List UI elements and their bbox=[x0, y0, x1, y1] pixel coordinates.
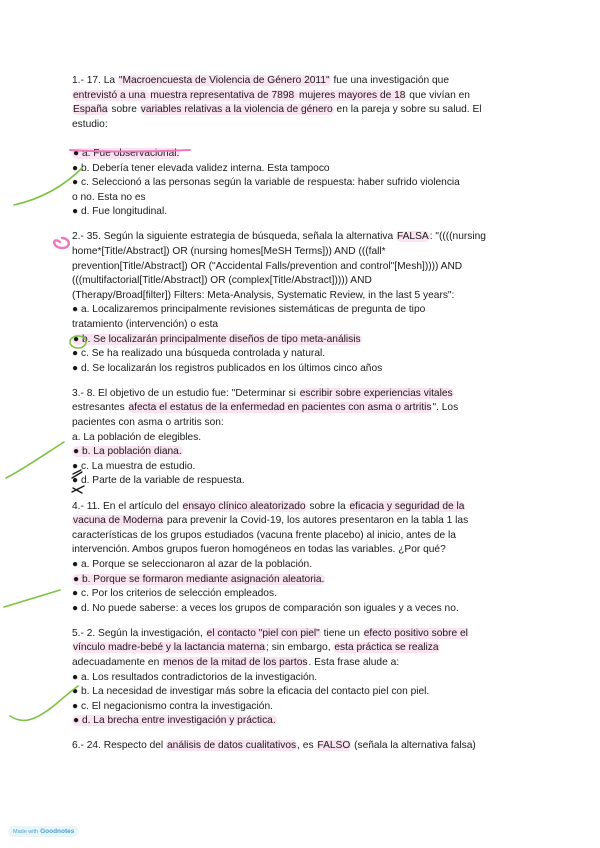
option-a bbox=[72, 431, 532, 446]
option-c bbox=[72, 460, 532, 475]
text-segment: , es bbox=[297, 740, 317, 752]
option-a bbox=[72, 147, 532, 162]
text-segment: 4.- 11. En el artículo del bbox=[72, 500, 182, 512]
option-b bbox=[72, 445, 532, 460]
option-d bbox=[72, 602, 532, 617]
highlighted-text: ● b. Se localizarán principalmente diseños de tipo meta-análisis bbox=[73, 333, 361, 345]
highlighted-text: ● a. Fue observacional. bbox=[73, 147, 180, 159]
text-line bbox=[72, 656, 532, 671]
text-segment: 3.- 8. El objetivo de un estudio fue: "Determinar si bbox=[72, 387, 299, 399]
swirl-mark-q2 bbox=[54, 238, 69, 248]
highlighted-text: ● b. Porque se formaron mediante asignación aleatoria. bbox=[73, 573, 325, 585]
text-line bbox=[72, 627, 532, 642]
highlighted-text: afecta el estatus de la enfermedad en pacientes con asma o artritis bbox=[128, 402, 432, 414]
text-line bbox=[72, 118, 532, 133]
text-segment: o no. Esta no es bbox=[72, 191, 146, 203]
highlighted-text: esta práctica se realiza bbox=[334, 642, 439, 654]
text-segment: intervención. Ambos grupos fueron homogéneos en todas las variables. ¿Por qué? bbox=[72, 544, 446, 556]
question-4 bbox=[72, 500, 532, 617]
text-segment: ● c. La muestra de estudio. bbox=[72, 460, 196, 472]
text-segment: sobre la bbox=[306, 500, 349, 512]
made-with-text: Made with bbox=[13, 829, 39, 835]
text-line bbox=[72, 500, 532, 515]
text-segment: que vivían en bbox=[406, 89, 470, 101]
text-segment: ". Los bbox=[432, 402, 459, 414]
option-c bbox=[72, 587, 532, 602]
option-d bbox=[72, 205, 532, 220]
text-segment: 6.- 24. Respecto del bbox=[72, 740, 167, 752]
option-a bbox=[72, 303, 532, 318]
highlighted-text: vacuna de Moderna bbox=[73, 515, 164, 527]
text-segment: ● c. Seleccionó a las personas según la variable de respuesta: haber sufrido violencia bbox=[72, 177, 460, 189]
text-segment: (Therapy/Broad[filter]) Filters: Meta-Analysis, Systematic Review, in the last 5 years": bbox=[72, 289, 455, 301]
text-line bbox=[72, 401, 532, 416]
text-segment: ● b. La necesidad de investigar más sobre la eficacia del contacto piel con piel. bbox=[72, 686, 430, 698]
highlighted-text: entrevistó a una bbox=[73, 89, 149, 101]
highlighted-text: España bbox=[73, 104, 108, 116]
text-segment: (((multifactorial[Title/Abstract]) OR (complex[Title/Abstract])))) AND bbox=[72, 275, 372, 287]
text-segment: ● d. Se localizarán los registros publicados en los últimos cinco años bbox=[72, 362, 383, 374]
text-segment: (señala la alternativa falsa) bbox=[351, 740, 476, 752]
text-segment: fue una investigación que bbox=[330, 75, 449, 86]
highlighted-text: escribir sobre experiencias vitales bbox=[299, 387, 453, 399]
text-segment: ● d. Fue longitudinal. bbox=[72, 206, 168, 218]
text-line bbox=[72, 260, 532, 275]
text-segment: en la pareja y sobre su salud. El bbox=[333, 104, 482, 116]
checkmark-q3 bbox=[6, 442, 64, 478]
text-segment: para prevenir la Covid-19, los autores presentaron en la tabla 1 las bbox=[164, 515, 469, 527]
text-segment: ; sin embargo, bbox=[265, 642, 334, 654]
text-line bbox=[72, 529, 532, 544]
text-line bbox=[72, 318, 532, 333]
question-6 bbox=[72, 739, 532, 754]
text-segment: sobre bbox=[108, 104, 140, 116]
text-segment: ● d. No puede saberse: a veces los grupos de comparación son iguales y a veces no. bbox=[72, 602, 459, 614]
text-line bbox=[72, 416, 532, 431]
text-segment: 2.- 35. Según la siguiente estrategia de búsqueda, señala la alternativa bbox=[72, 231, 396, 243]
highlighted-text: ● b. La población diana. bbox=[73, 446, 182, 458]
text-segment: 1.- 17. La bbox=[72, 75, 118, 86]
question-2 bbox=[72, 230, 532, 376]
text-line bbox=[72, 641, 532, 656]
text-segment: : "((((nursing bbox=[429, 231, 486, 243]
text-segment: a. La población de elegibles. bbox=[72, 431, 202, 443]
highlighted-text: el contacto "piel con piel" bbox=[206, 627, 320, 639]
highlighted-text: análisis de datos cualitativos bbox=[167, 740, 297, 752]
text-segment: tratamiento (intervención) o esta bbox=[72, 319, 219, 330]
text-segment: ● c. Por los criterios de selección empleados. bbox=[72, 588, 277, 600]
text-segment: pacientes con asma o artritis son: bbox=[72, 417, 224, 429]
text-segment: ● a. Porque se seleccionaron al azar de la población. bbox=[72, 558, 313, 570]
text-line bbox=[72, 245, 532, 260]
highlighted-text: efecto positivo sobre el bbox=[363, 627, 468, 639]
text-segment: estudio: bbox=[72, 118, 108, 130]
option-b bbox=[72, 333, 532, 348]
highlighted-text: vínculo madre-bebé y la lactancia materna bbox=[73, 642, 265, 654]
text-segment: ● d. Parte de la variable de respuesta. bbox=[72, 475, 245, 487]
question-3 bbox=[72, 387, 532, 489]
goodnotes-brand: Goodnotes bbox=[40, 828, 75, 835]
text-segment: home*[Title/Abstract]) OR (nursing homes[MeSH Terms])) AND (((fall* bbox=[72, 246, 386, 258]
text-line bbox=[72, 514, 532, 529]
highlighted-text: mujeres mayores de 18 bbox=[299, 89, 406, 101]
highlighted-text: FALSO bbox=[317, 740, 351, 752]
option-a bbox=[72, 671, 532, 686]
checkmark-q5 bbox=[10, 686, 78, 720]
document-page bbox=[72, 74, 532, 765]
text-line bbox=[72, 274, 532, 289]
option-c bbox=[72, 700, 532, 715]
text-segment: tiene un bbox=[320, 627, 363, 639]
text-line bbox=[72, 230, 532, 245]
question-1 bbox=[72, 74, 532, 220]
checkmark-q4 bbox=[4, 590, 60, 607]
text-line bbox=[72, 191, 532, 206]
highlighted-text: menos de la mitad de los partos bbox=[163, 656, 308, 668]
text-line bbox=[72, 74, 532, 89]
text-line bbox=[72, 739, 532, 754]
text-segment: ● a. Los resultados contradictorios de la investigación. bbox=[72, 671, 318, 683]
text-line bbox=[72, 89, 532, 104]
text-segment: estresantes bbox=[72, 402, 128, 414]
highlighted-text: ● d. La brecha entre investigación y práctica. bbox=[73, 715, 276, 727]
text-line bbox=[72, 543, 532, 558]
question-5 bbox=[72, 627, 532, 729]
option-d bbox=[72, 474, 532, 489]
highlighted-text: muestra representativa de 7898 bbox=[150, 89, 298, 101]
text-line bbox=[72, 387, 532, 402]
option-c bbox=[72, 347, 532, 362]
text-segment: prevention[Title/Abstract]) OR ("Accidental Falls/prevention and control"[Mesh])))) AND bbox=[72, 260, 463, 272]
blank-line bbox=[72, 132, 532, 147]
option-a bbox=[72, 558, 532, 573]
option-b bbox=[72, 162, 532, 177]
highlighted-text: ensayo clínico aleatorizado bbox=[182, 500, 306, 512]
goodnotes-badge bbox=[8, 826, 79, 837]
option-d bbox=[72, 362, 532, 377]
highlighted-text: variables relativas a la violencia de género bbox=[140, 104, 333, 116]
text-segment: características de los grupos estudiados (vacuna frente placebo) al inicio, antes de la bbox=[72, 529, 456, 541]
text-segment: ● b. Debería tener elevada validez interna. Esta tampoco bbox=[72, 162, 330, 174]
text-segment: ● c. El negacionismo contra la investigación. bbox=[72, 700, 273, 712]
text-segment: 5.- 2. Según la investigación, bbox=[72, 627, 206, 639]
option-b bbox=[72, 685, 532, 700]
option-b bbox=[72, 573, 532, 588]
text-segment: ● c. Se ha realizado una búsqueda controlada y natural. bbox=[72, 348, 326, 360]
text-line bbox=[72, 289, 532, 304]
text-segment: ● a. Localizaremos principalmente revisiones sistemáticas de pregunta de tipo bbox=[72, 304, 426, 316]
option-d bbox=[72, 714, 532, 729]
option-c bbox=[72, 176, 532, 191]
text-line bbox=[72, 103, 532, 118]
text-segment: adecuadamente en bbox=[72, 656, 163, 668]
highlighted-text: "Macroencuesta de Violencia de Género 2011" bbox=[118, 75, 330, 86]
highlighted-text: eficacia y seguridad de la bbox=[349, 500, 465, 512]
text-segment: . Esta frase alude a: bbox=[308, 656, 400, 668]
highlighted-text: FALSA bbox=[396, 231, 429, 243]
